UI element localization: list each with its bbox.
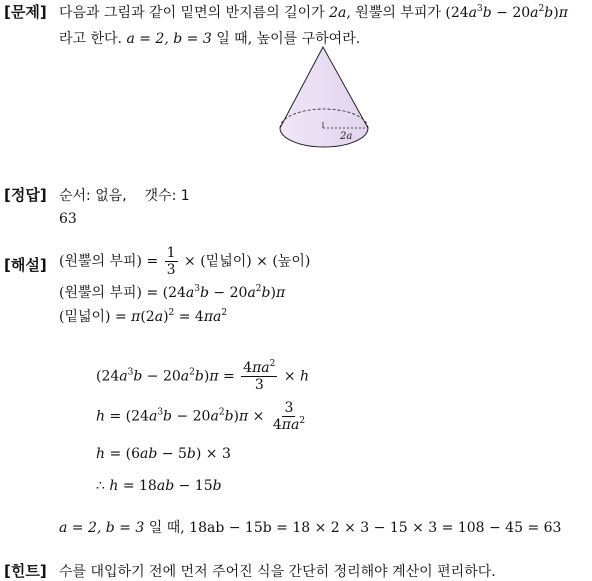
equation-step-3: h = (6ab − 5b) × 3 <box>96 446 231 462</box>
one-third-fraction: $\frac{1}{3}$ <box>166 245 176 278</box>
problem-text: 일 때, 높이를 구하여라. <box>211 31 361 47</box>
answer-meta <box>59 185 190 205</box>
solution-label: [해설] <box>4 256 47 274</box>
volume-value-line: (원뿔의 부피) = $(24a^3b - 20a^2b)\pi$ <box>59 284 286 301</box>
problem-label: [문제] <box>4 3 47 21</box>
problem-text: 다음과 그림과 같이 밑면의 반지름의 길이가 <box>59 5 330 21</box>
equation-step-4: ∴ h = 18ab − 15b <box>96 478 222 494</box>
radius-expr: 2a <box>329 5 347 21</box>
volume-expr: $(24a^3b - 20a^2b)\pi$ <box>445 4 568 21</box>
answer-count: 갯수: 1 <box>144 188 190 204</box>
hint-text: 수를 대입하기 전에 먼저 주어진 식을 간단히 정리해야 계산이 편리하다. <box>59 564 496 580</box>
given-values: a = 2, b = 3 <box>126 31 212 47</box>
hint-label: [힌트] <box>4 562 47 580</box>
problem-line-1 <box>59 2 568 22</box>
base-area-line: (밑넓이) = $\pi(2a)^2 = 4\pi a^2$ <box>59 308 228 325</box>
problem-text: , 원뿔의 부피가 <box>346 5 446 21</box>
cone-figure <box>276 44 376 154</box>
answer-order: 순서: 없음, <box>59 188 127 204</box>
volume-formula: (원뿔의 부피) = $\frac{1}{3}$ × (밑넓이) × (높이) <box>59 245 311 278</box>
equation-step-1: $(24a^3b - 20a^2b)\pi$ = $\frac{4\pi a^2}{3}$ × h <box>96 359 310 393</box>
answer-value: 63 <box>59 211 77 227</box>
equation-step-2: $h = (24a^3b - 20a^2b)\pi$ × $\frac{3}{4\pi a^2}$ <box>96 400 306 433</box>
problem-text: 라고 한다. <box>59 31 127 47</box>
final-calculation: a = 2, b = 3 일 때, 18ab − 15b = 18 × 2 × 3 − 15 × 3 = 108 − 45 = 63 <box>59 520 562 536</box>
answer-label: [정답] <box>4 186 47 204</box>
cone-radius-label: 2a <box>340 131 353 142</box>
